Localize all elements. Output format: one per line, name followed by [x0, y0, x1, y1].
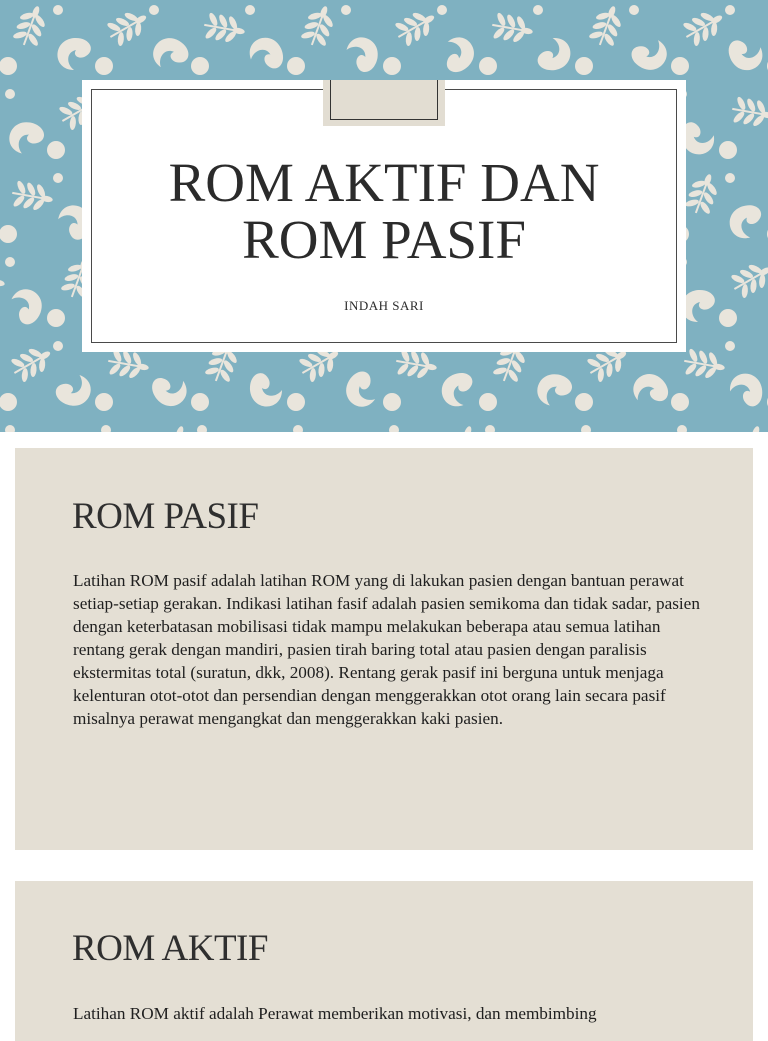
dot-icon — [5, 425, 15, 432]
paisley-icon — [534, 370, 575, 410]
dot-icon — [5, 257, 15, 267]
dot-icon — [53, 173, 63, 183]
dot-icon — [287, 393, 305, 411]
leaf-sprig-icon — [634, 431, 679, 432]
dot-icon — [47, 141, 65, 159]
paisley-icon — [729, 372, 764, 408]
leaf-sprig-icon — [103, 4, 153, 50]
dot-icon — [575, 57, 593, 75]
leaf-sprig-icon — [679, 4, 729, 50]
dot-icon — [485, 425, 495, 432]
leaf-sprig-icon — [58, 431, 103, 432]
leaf-sprig-icon — [202, 11, 247, 47]
slide-body-text: Latihan ROM aktif adalah Perawat memberikan motivasi, dan membimbing — [73, 1002, 703, 1025]
dot-icon — [581, 425, 591, 432]
dot-icon — [533, 5, 543, 15]
paisley-icon — [726, 202, 767, 242]
paisley-icon — [339, 367, 384, 413]
dot-icon — [383, 57, 401, 75]
leaf-sprig-icon — [0, 263, 7, 299]
dot-icon — [671, 393, 689, 411]
leaf-sprig-icon — [346, 431, 391, 432]
dot-icon — [719, 141, 737, 159]
leaf-sprig-icon — [682, 169, 723, 217]
slide-rom-pasif — [15, 448, 753, 850]
slide-heading: ROM AKTIF — [72, 927, 268, 970]
paisley-icon — [682, 290, 715, 322]
paisley-icon — [147, 367, 192, 413]
dot-icon — [677, 425, 687, 432]
dot-icon — [191, 393, 209, 411]
paisley-icon — [58, 38, 91, 70]
leaf-sprig-icon — [730, 95, 768, 131]
dot-icon — [287, 57, 305, 75]
paisley-icon — [627, 32, 672, 76]
paisley-icon — [4, 284, 47, 328]
paisley-icon — [435, 31, 481, 77]
leaf-sprig-icon — [535, 424, 585, 432]
paisley-icon — [147, 31, 193, 76]
paisley-icon — [342, 34, 382, 75]
dot-icon — [245, 5, 255, 15]
paisley-icon — [6, 118, 47, 158]
dot-icon — [671, 57, 689, 75]
leaf-sprig-icon — [10, 179, 55, 215]
leaf-sprig-icon — [730, 421, 768, 432]
leaf-sprig-icon — [586, 1, 627, 49]
slide-rom-aktif — [15, 881, 753, 1041]
paisley-icon — [627, 367, 673, 413]
paisley-icon — [245, 33, 287, 75]
dot-icon — [437, 5, 447, 15]
author-name: INDAH SARI — [102, 298, 666, 314]
dot-icon — [479, 57, 497, 75]
leaf-sprig-icon — [247, 424, 297, 432]
paisley-icon — [437, 369, 479, 411]
presentation-title — [102, 154, 666, 268]
paisley-icon — [53, 369, 95, 411]
dot-icon — [725, 173, 735, 183]
leaf-sprig-icon — [442, 421, 483, 432]
slide-body-text: Latihan ROM pasif adalah latihan ROM yang di lakukan pasien dengan bantuan perawat setiap-setiap gerakan. Indikasi latihan fasif adalah pasien semikoma dan tidak sadar, pasien dengan keterbatasan mobilisasi tidak mampu melakukan beberapa atau semua latihan rentang gerak dengan mandiri, pasien tirah baring total atau pasien dengan paralisis ekstermitas total (suratun, dkk, 2008). Rentang gerak pasif ini berguna untuk menjaga kelenturan otot-otot dan persendian dengan menggerakkan otot orang lain secara pasif misalnya perawat mengangkat dan menggerakkan kaki pasien. — [73, 569, 703, 730]
title-line-2: ROM PASIF — [102, 211, 666, 268]
slide-heading: ROM PASIF — [72, 495, 258, 538]
dot-icon — [0, 393, 17, 411]
dot-icon — [197, 425, 207, 432]
dot-icon — [725, 341, 735, 351]
dot-icon — [575, 393, 593, 411]
leaf-sprig-icon — [682, 347, 727, 383]
dot-icon — [47, 309, 65, 327]
paisley-icon — [536, 37, 572, 72]
leaf-sprig-icon — [391, 4, 441, 50]
dot-icon — [101, 425, 111, 432]
leaf-sprig-icon — [490, 11, 535, 47]
dot-icon — [389, 425, 399, 432]
leaf-sprig-icon — [7, 340, 57, 386]
dot-icon — [149, 5, 159, 15]
dot-icon — [725, 5, 735, 15]
leaf-sprig-icon — [154, 421, 195, 432]
leaf-sprig-icon — [727, 256, 768, 302]
title-line-1: ROM AKTIF DAN — [102, 154, 666, 211]
leaf-sprig-icon — [298, 1, 339, 49]
dot-icon — [191, 57, 209, 75]
title-slide — [0, 0, 768, 432]
leaf-sprig-icon — [0, 85, 3, 133]
leaf-sprig-icon — [10, 1, 51, 49]
dot-icon — [0, 225, 17, 243]
dot-icon — [629, 5, 639, 15]
title-card — [82, 80, 686, 352]
dot-icon — [479, 393, 497, 411]
dot-icon — [341, 5, 351, 15]
dot-icon — [53, 5, 63, 15]
paisley-icon — [724, 32, 767, 76]
dot-icon — [293, 425, 303, 432]
dot-icon — [0, 57, 17, 75]
title-tab-decoration — [323, 80, 445, 126]
dot-icon — [95, 57, 113, 75]
paisley-icon — [250, 373, 282, 406]
dot-icon — [95, 393, 113, 411]
dot-icon — [5, 89, 15, 99]
dot-icon — [383, 393, 401, 411]
dot-icon — [53, 341, 63, 351]
dot-icon — [719, 309, 737, 327]
